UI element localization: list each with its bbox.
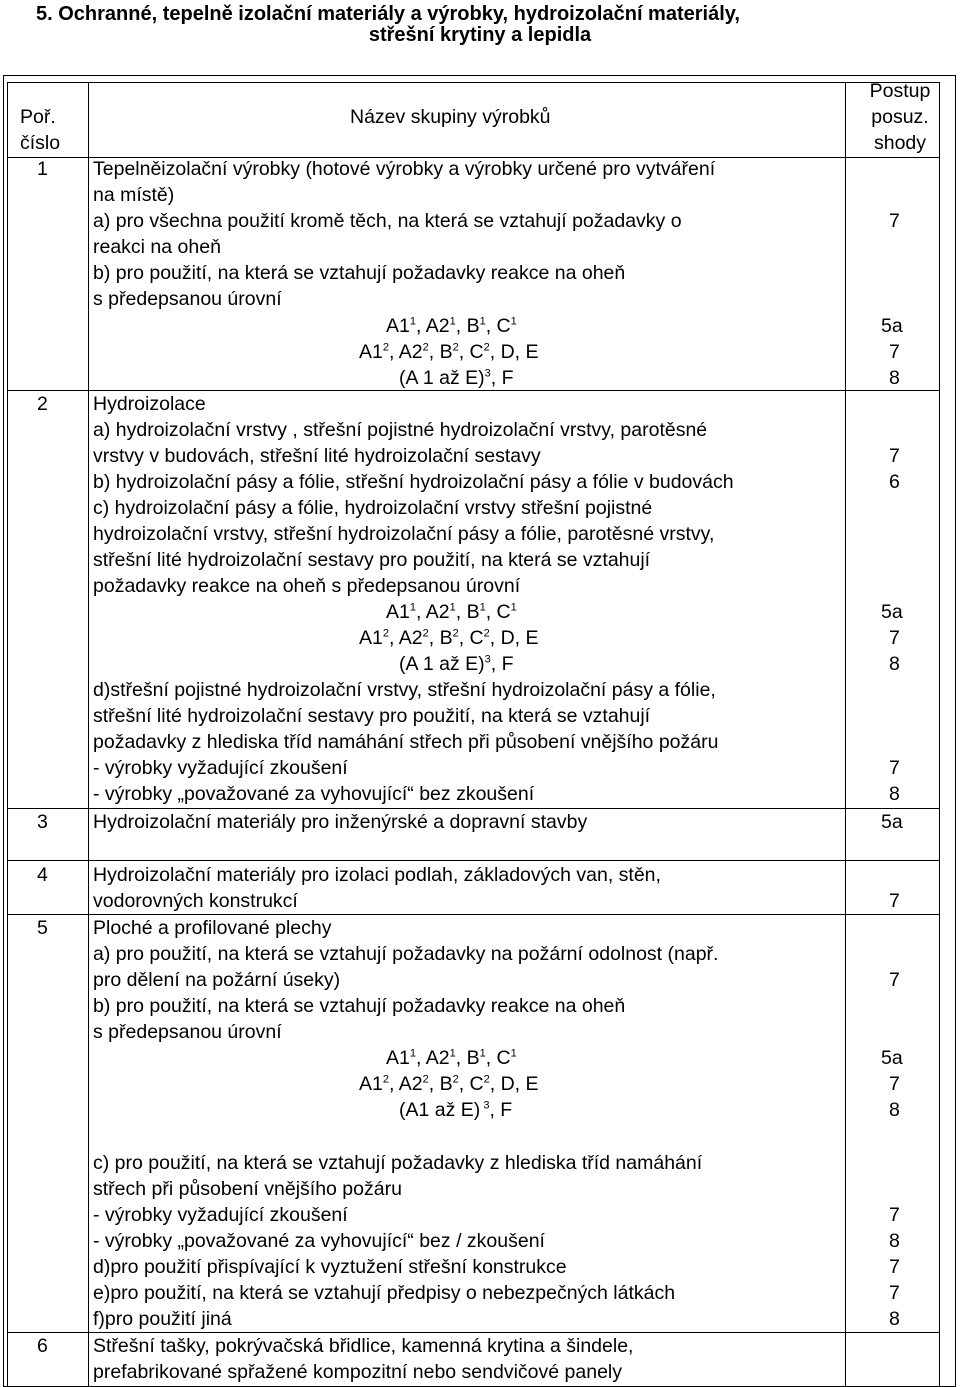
row-text: Hydroizolační materiály pro inženýrské a dopravní stavby [93, 811, 588, 833]
procedure-value: 7 [889, 210, 900, 232]
fire-reaction-classes: $A1^2$, $A2^2$, $B^2$, $C^2$, D, E [359, 341, 539, 363]
procedure-value: 7 [889, 757, 900, 779]
row-text: - výrobky vyžadující zkoušení [93, 1204, 348, 1226]
fire-reaction-classes: $A1^2$, $A2^2$, $B^2$, $C^2$, D, E [359, 1073, 539, 1095]
row-text: požadavky reakce na oheň s předepsanou úrovní [93, 575, 521, 597]
row-text: Ploché a profilované plechy [93, 917, 332, 939]
row-text: na místě) [93, 184, 175, 206]
row-text: c) hydroizolační pásy a fólie, hydroizolační vrstvy střešní pojistné [93, 497, 653, 519]
row-text: Tepelněizolační výrobky (hotové výrobky a výrobky určené pro vytváření [93, 158, 716, 180]
row-text: f)pro použití jiná [93, 1308, 232, 1330]
procedure-value: 7 [889, 627, 900, 649]
row-text: vrstvy v budovách, střešní lité hydroizolační sestavy [93, 445, 541, 467]
procedure-value: 6 [889, 471, 900, 493]
procedure-value: 5a [881, 811, 903, 833]
row-text: prefabrikované spřažené kompozitní nebo sendvičové panely [93, 1361, 622, 1383]
fire-reaction-classes: (A1 až E) $^3$, F [399, 1099, 513, 1121]
row-text: - výrobky „považované za vyhovující“ bez zkoušení [93, 783, 535, 805]
column-header-procedure: Postup [869, 80, 931, 102]
fire-reaction-classes: $A1^1$, $A2^1$, $B^1$, $C^1$ [386, 601, 517, 623]
row-text: střešní lité hydroizolační sestavy pro použití, na která se vztahují [93, 549, 651, 571]
column-header-name: Název skupiny výrobků [350, 106, 551, 128]
fire-reaction-classes: $A1^1$, $A2^1$, $B^1$, $C^1$ [386, 1047, 517, 1069]
fire-reaction-classes: $A1^1$, $A2^1$, $B^1$, $C^1$ [386, 315, 517, 337]
row-text: d)střešní pojistné hydroizolační vrstvy, střešní hydroizolační pásy a fólie, [93, 679, 716, 701]
row-number: 5 [37, 917, 48, 939]
row-text: s předepsanou úrovní [93, 1021, 282, 1043]
fire-reaction-classes: $A1^2$, $A2^2$, $B^2$, $C^2$, D, E [359, 627, 539, 649]
procedure-value: 8 [889, 783, 900, 805]
column-header-number-cont: číslo [20, 132, 61, 154]
procedure-value: 8 [889, 1308, 900, 1330]
procedure-value: 7 [889, 445, 900, 467]
row-text: vodorovných konstrukcí [93, 890, 298, 912]
procedure-value: 7 [889, 890, 900, 912]
row-number: 6 [37, 1335, 48, 1357]
column-header-number: Poř. [20, 106, 56, 128]
row-text: - výrobky vyžadující zkoušení [93, 757, 348, 779]
row-text: - výrobky „považované za vyhovující“ bez / zkoušení [93, 1230, 545, 1252]
fire-reaction-classes: (A 1 až E)$^3$, F [399, 653, 514, 675]
row-text: c) pro použití, na která se vztahují požadavky z hlediska tříd namáhání [93, 1152, 703, 1174]
row-number: 3 [37, 811, 48, 833]
row-text: Hydroizolace [93, 393, 206, 415]
row-text: d)pro použití přispívající k vyztužení střešní konstrukce [93, 1256, 567, 1278]
row-text: a) pro použití, na která se vztahují požadavky na požární odolnost (např. [93, 943, 719, 965]
row-text: hydroizolační vrstvy, střešní hydroizolační pásy a fólie, parotěsné vrstvy, [93, 523, 715, 545]
fire-reaction-classes: (A 1 až E)$^3$, F [399, 367, 514, 389]
column-header-procedure-cont: posuz. [871, 106, 929, 128]
row-number: 4 [37, 864, 48, 886]
row-text: b) pro použití, na která se vztahují požadavky reakce na oheň [93, 995, 626, 1017]
column-divider-procedure [845, 82, 846, 1387]
procedure-value: 5a [881, 1047, 903, 1069]
row-text: a) pro všechna použití kromě těch, na která se vztahují požadavky o [93, 210, 682, 232]
column-header-procedure-cont2: shody [873, 132, 927, 154]
column-divider-number [88, 82, 89, 1387]
row-text: a) hydroizolační vrstvy , střešní pojistné hydroizolační vrstvy, parotěsné [93, 419, 708, 441]
row-text: reakci na oheň [93, 236, 221, 258]
row-text: b) pro použití, na která se vztahují požadavky reakce na oheň [93, 262, 626, 284]
row-text: Hydroizolační materiály pro izolaci podlah, základových van, stěn, [93, 864, 661, 886]
row-divider-3-4 [7, 860, 940, 861]
row-number: 2 [37, 393, 48, 415]
procedure-value: 8 [889, 1230, 900, 1252]
procedure-value: 8 [889, 1099, 900, 1121]
procedure-value: 7 [889, 1073, 900, 1095]
row-text: pro dělení na požární úseky) [93, 969, 341, 991]
row-text: s předepsanou úrovní [93, 288, 282, 310]
row-text: e)pro použití, na která se vztahují předpisy o nebezpečných látkách [93, 1282, 676, 1304]
procedure-value: 7 [889, 1256, 900, 1278]
procedure-value: 7 [889, 969, 900, 991]
section-heading-line1: 5. Ochranné, tepelně izolační materiály a výrobky, hydroizolační materiály, [36, 3, 740, 25]
row-text: b) hydroizolační pásy a fólie, střešní hydroizolační pásy a fólie v budovách [93, 471, 734, 493]
procedure-value: 7 [889, 1282, 900, 1304]
section-heading-line2: střešní krytiny a lepidla [368, 24, 592, 46]
procedure-value: 5a [881, 315, 903, 337]
row-text: Střešní tašky, pokrývačská břidlice, kamenná krytina a šindele, [93, 1335, 634, 1357]
procedure-value: 7 [889, 341, 900, 363]
procedure-value: 7 [889, 1204, 900, 1226]
row-text: střešní lité hydroizolační sestavy pro použití, na která se vztahují [93, 705, 651, 727]
row-number: 1 [37, 158, 48, 180]
procedure-value: 8 [889, 653, 900, 675]
procedure-value: 5a [881, 601, 903, 623]
row-text: střech při působení vnějšího požáru [93, 1178, 402, 1200]
row-text: požadavky z hlediska tříd namáhání střech při působení vnějšího požáru [93, 731, 719, 753]
procedure-value: 8 [889, 367, 900, 389]
